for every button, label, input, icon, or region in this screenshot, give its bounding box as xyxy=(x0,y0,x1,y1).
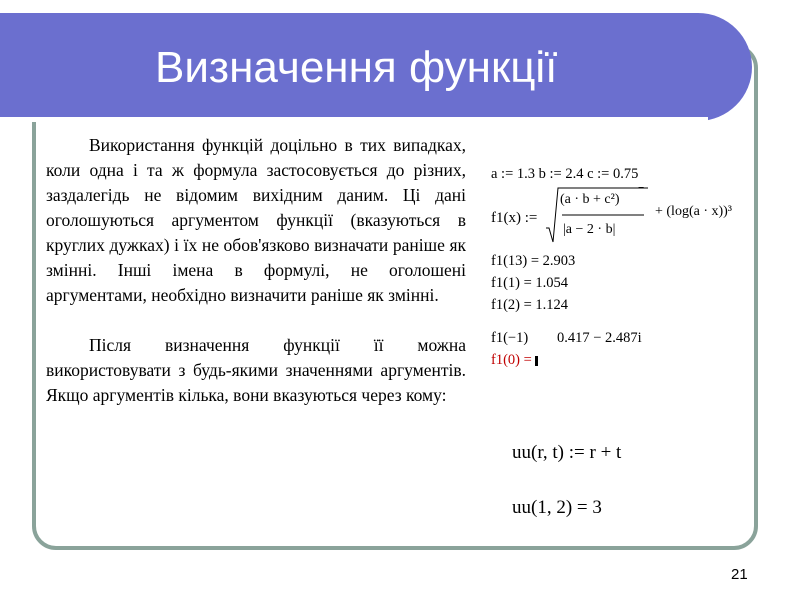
f1-denominator: |a − 2 · b| xyxy=(563,222,616,237)
eval-f1-neg1-result: 0.417 − 2.487i xyxy=(557,330,642,346)
paragraph-1: Використання функцій доцільно в тих випадках, коли одна і та ж формула застосовується до різних, заздалегідь не відомим вихідним даним. Ці дані оголошуються аргументом функції (вказуються в круглих дужках) і їх не обов'язково визначати раніше як змінні. Інші імена в формулі, не оголошені аргументами, необхідно визначити раніше як змінні. xyxy=(46,135,466,305)
f1-log-term: + (log(a · x))³ xyxy=(655,204,733,219)
cursor-icon xyxy=(535,356,538,366)
title-underline xyxy=(0,117,708,122)
variable-assignments: a := 1.3 b := 2.4 c := 0.75 xyxy=(491,166,639,182)
paragraph-2: Після визначення функції її можна використовувати з будь-якими значеннями аргументів. Якщо аргументів кілька, вони вказуються через кому: xyxy=(46,335,466,405)
function-definition-label: f1(x) := xyxy=(491,210,538,226)
slide-title: Визначення функції xyxy=(155,43,558,92)
eval-f1-2: f1(2) = 1.124 xyxy=(491,297,569,313)
f1-numerator: (a · b + c²) xyxy=(560,192,620,207)
f1-numerator-exponent: − xyxy=(638,182,645,194)
body-text xyxy=(46,133,466,408)
eval-f1-neg1-label: f1(−1) xyxy=(491,330,529,346)
title-bar xyxy=(0,13,752,121)
uu-evaluation: uu(1, 2) = 3 xyxy=(512,497,602,518)
eval-f1-13: f1(13) = 2.903 xyxy=(491,253,576,269)
eval-f1-0-error: f1(0) = xyxy=(491,352,538,369)
eval-f1-1: f1(1) = 1.054 xyxy=(491,275,569,291)
page-number: 21 xyxy=(731,566,748,583)
uu-definition: uu(r, t) := r + t xyxy=(512,442,622,463)
